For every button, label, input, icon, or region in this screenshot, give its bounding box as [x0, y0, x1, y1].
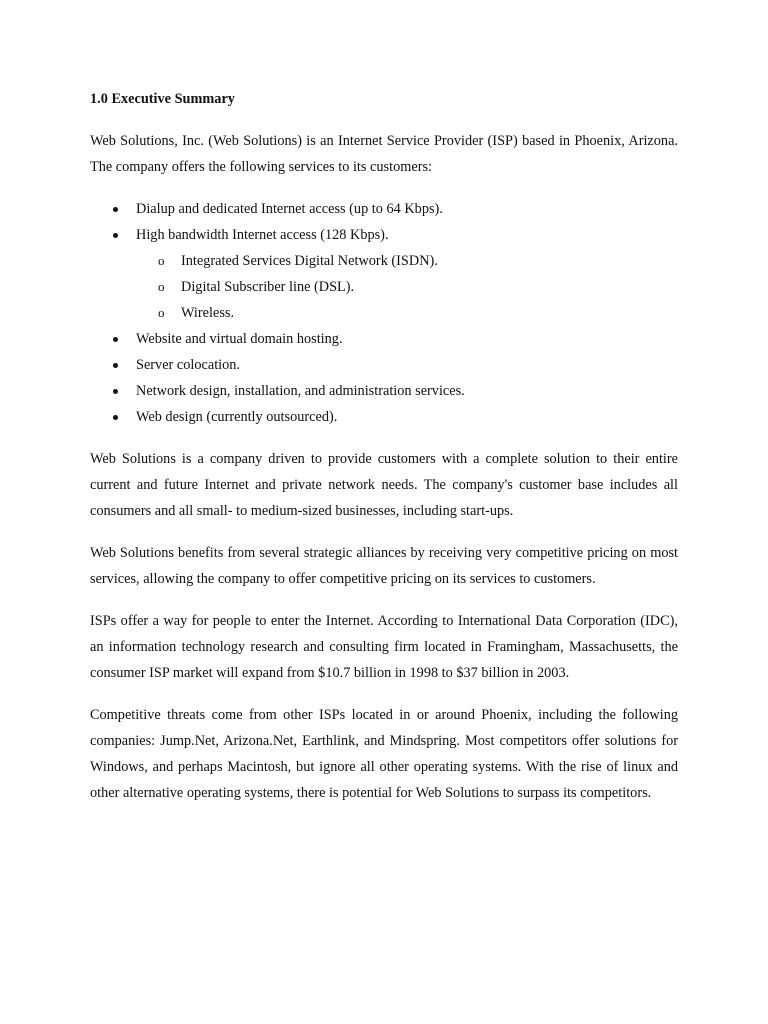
list-item — [90, 404, 678, 430]
list-item-text: High bandwidth Internet access (128 Kbps). — [136, 227, 389, 243]
bullet-icon — [113, 337, 118, 342]
sub-list-item — [90, 274, 678, 300]
section-heading: 1.0 Executive Summary — [90, 91, 235, 107]
list-item-text: Website and virtual domain hosting. — [136, 331, 343, 347]
bullet-icon — [113, 233, 118, 238]
sub-list — [90, 248, 678, 326]
services-list — [90, 196, 678, 430]
list-item-text: Web design (currently outsourced). — [136, 409, 338, 425]
list-item — [90, 378, 678, 404]
list-item-text: Server colocation. — [136, 357, 241, 373]
circle-marker-icon: o — [158, 279, 165, 294]
body-paragraph: Competitive threats come from other ISPs located in or around Phoenix, including the following companies: Jump.Net, Arizona.Net, Earthlink, and Mindspring. Most competitors offer solutions for Windows, and perhaps Macintosh, but ignore all other operating systems. With the rise of linux and other alternative operating systems, there is potential for Web Solutions to surpass its competitors. — [90, 707, 678, 801]
intro-paragraph: Web Solutions, Inc. (Web Solutions) is an Internet Service Provider (ISP) based in Phoenix, Arizona. The company offers the following services to its customers: — [90, 133, 678, 175]
bullet-icon — [113, 415, 118, 420]
bullet-icon — [113, 363, 118, 368]
bullet-icon — [113, 389, 118, 394]
body-paragraph: ISPs offer a way for people to enter the Internet. According to International Data Corporation (IDC), an information technology research and consulting firm located in Framingham, Massachusetts, the consumer ISP market will expand from $10.7 billion in 1998 to $37 billion in 2003. — [90, 613, 678, 681]
sub-list-item — [90, 248, 678, 274]
sub-list-item-text: Wireless. — [181, 305, 235, 321]
circle-marker-icon: o — [158, 305, 165, 320]
sub-list-container — [90, 248, 678, 326]
list-item — [90, 222, 678, 248]
body-paragraph: Web Solutions is a company driven to provide customers with a complete solution to their entire current and future Internet and private network needs. The company's customer base includes all consumers and all small- to medium-sized businesses, including start-ups. — [90, 451, 678, 519]
list-item — [90, 326, 678, 352]
sub-list-item-text: Integrated Services Digital Network (ISDN). — [181, 253, 438, 269]
list-item — [90, 352, 678, 378]
bullet-icon — [113, 207, 118, 212]
body-paragraph: Web Solutions benefits from several strategic alliances by receiving very competitive pricing on most services, allowing the company to offer competitive pricing on its services to customers. — [90, 545, 678, 587]
sub-list-item-text: Digital Subscriber line (DSL). — [181, 279, 355, 295]
list-item-text: Dialup and dedicated Internet access (up to 64 Kbps). — [136, 201, 443, 217]
circle-marker-icon: o — [158, 253, 165, 268]
list-item — [90, 196, 678, 222]
document-body — [90, 86, 678, 822]
sub-list-item — [90, 300, 678, 326]
list-item-text: Network design, installation, and administration services. — [136, 383, 465, 399]
